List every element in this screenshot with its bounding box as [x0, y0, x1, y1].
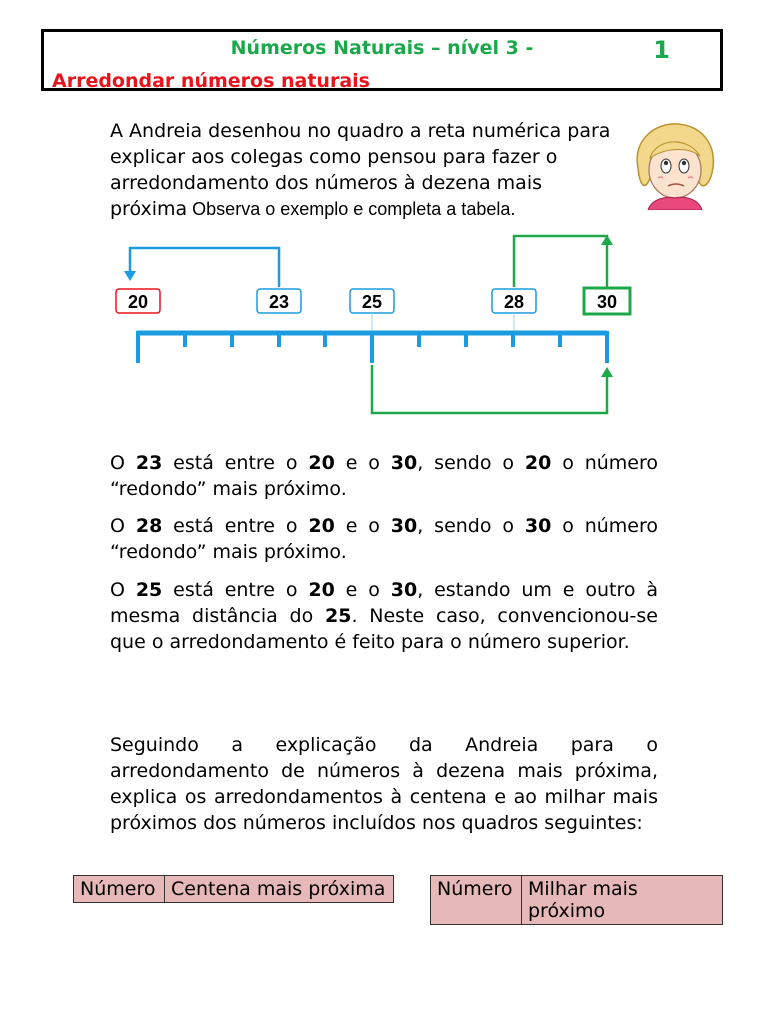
intro-text: [110, 118, 650, 222]
intro-line-3: arredondamento dos números à dezena mais: [110, 172, 542, 194]
page-number: 1: [653, 36, 670, 64]
intro-line-4: [110, 196, 650, 222]
table-milhar: [430, 875, 723, 925]
label-20: 20: [127, 292, 149, 312]
arrow-25-to-30: [372, 365, 607, 413]
number-line-diagram: [0, 225, 768, 425]
intro-line-4b: Observa o exemplo e completa a tabela.: [187, 199, 516, 219]
worksheet-title: Números Naturais – nível 3 -: [230, 37, 534, 59]
label-28: 28: [503, 292, 525, 312]
paragraph-25: O 25 está entre o 20 e o 30, estando um e outro à mesma distância do 25. Neste caso, convencionou-se que o arredondamento é feito para o número superior.: [110, 579, 659, 653]
worksheet-subtitle: Arredondar números naturais: [52, 70, 370, 92]
label-30: 30: [596, 292, 618, 312]
arrowhead-30-bottom: [601, 367, 613, 377]
table-milhar-col-numero: Número: [431, 876, 522, 925]
arrow-23-to-20: [130, 248, 279, 287]
arrow-28-to-30: [514, 236, 607, 287]
paragraph-28: O 28 está entre o 20 e o 30, sendo o 30 o número “redondo” mais próximo.: [110, 515, 659, 563]
worksheet-header: [41, 29, 723, 91]
label-box-25: [350, 289, 394, 313]
label-box-20: [116, 289, 160, 313]
intro-line-2: explicar aos colegas como pensou para fazer o: [110, 146, 558, 168]
table-centena-col-numero: Número: [74, 876, 165, 903]
arrowhead-20: [124, 271, 136, 281]
intro-line-4a: próxima: [110, 198, 188, 220]
label-box-23: [257, 289, 301, 313]
table-centena: [73, 875, 394, 903]
intro-line-1: A Andreia desenhou no quadro a reta numérica para: [110, 120, 611, 142]
table-centena-col-centena: Centena mais próxima: [165, 876, 394, 903]
paragraph-23: O 23 está entre o 20 e o 30, sendo o 20 o número “redondo” mais próximo.: [110, 452, 659, 500]
paragraph-instructions: Seguindo a explicação da Andreia para o arredondamento de números à dezena mais próxima, explica os arredondamentos à centena e ao milhar mais próximos dos números incluídos nos quadros seguintes:: [110, 734, 658, 834]
label-box-28: [492, 289, 536, 313]
table-milhar-col-milhar: Milhar mais próximo: [522, 876, 723, 925]
label-23: 23: [268, 292, 290, 312]
label-25: 25: [361, 292, 383, 312]
number-line-ticks: [138, 331, 607, 363]
girl-thinking-illustration: [628, 118, 720, 210]
label-box-30: [584, 288, 630, 314]
